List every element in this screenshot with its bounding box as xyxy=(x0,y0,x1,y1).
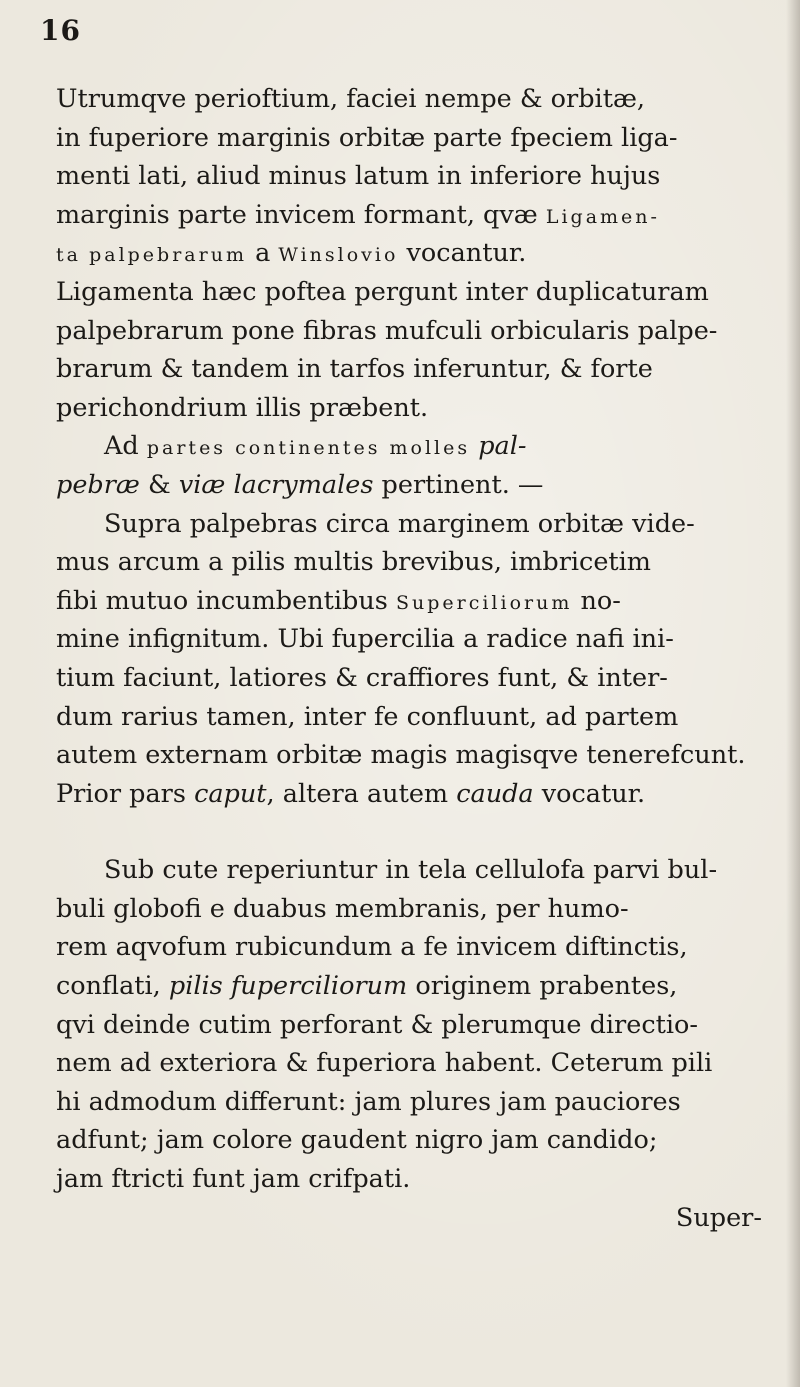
text-line: autem externam orbitæ magis magisqve tenerefcunt. xyxy=(56,740,746,771)
text-line: Supra palpebras circa marginem orbitæ vide- xyxy=(104,508,695,539)
text-line: dum rarius tamen, inter fe confluunt, ad partem xyxy=(56,701,679,732)
text-line: brarum & tandem in tarfos inferuntur, & forte xyxy=(56,354,653,385)
body-text xyxy=(56,80,766,1237)
text-line: hi admodum differunt: jam plures jam pauciores xyxy=(56,1086,681,1117)
text-line: nem ad exteriora & fuperiora habent. Ceterum pili xyxy=(56,1048,713,1079)
text-line: ta palpebrarum a Winslovio vocantur. xyxy=(56,238,527,269)
text-line: jam ftricti funt jam crifpati. xyxy=(56,1164,411,1195)
text-line: mus arcum a pilis multis brevibus, imbricetim xyxy=(56,547,651,578)
text-line: pebræ & viæ lacrymales pertinent. — xyxy=(56,469,544,500)
term-cauda: cauda xyxy=(456,778,534,809)
text-line: palpebrarum pone fibras mufculi orbicularis palpe- xyxy=(56,315,718,346)
term-ligamenta: Ligamen- xyxy=(545,205,660,228)
text-line: qvi deinde cutim perforant & plerumque directio- xyxy=(56,1009,698,1040)
name-winslovio: Winslovio xyxy=(278,244,399,267)
text-line: Utrumqve perioftium, faciei nempe & orbitæ, xyxy=(56,84,646,114)
term-ta: ta xyxy=(56,244,81,267)
text-line: perichondrium illis præbent. xyxy=(56,392,429,423)
text-line: adfunt; jam colore gaudent nigro jam candido; xyxy=(56,1125,658,1156)
text-line: fibi mutuo incumbentibus Superciliorum no- xyxy=(56,585,621,616)
text-line: Prior pars caput, altera autem cauda vocatur. xyxy=(56,778,646,809)
text-line: in fuperiore marginis orbitæ parte fpeciem liga- xyxy=(56,122,678,153)
text-line: Sub cute reperiuntur in tela cellulofa parvi bul- xyxy=(104,855,718,886)
page-edge-shadow xyxy=(786,0,800,1387)
text-line: Ligamenta hæc poftea pergunt inter duplicaturam xyxy=(56,276,709,307)
term-caput: caput xyxy=(194,778,267,809)
text-line: Ad partes continentes molles pal- xyxy=(104,431,527,462)
text-line: mine infignitum. Ubi fupercilia a radice nafi ini- xyxy=(56,624,674,655)
term-pilis-superciliorum: pilis fuperciliorum xyxy=(168,971,408,1002)
term-palpebrarum: palpebrarum xyxy=(89,244,247,267)
text-line: conflati, pilis fuperciliorum originem prabentes, xyxy=(56,971,678,1002)
text-line: menti lati, aliud minus latum in inferiore hujus xyxy=(56,161,661,192)
term-partes-continentes: partes continentes molles xyxy=(146,437,471,460)
text-line: marginis parte invicem formant, qvæ Ligamen- xyxy=(56,199,660,230)
text-line: tium faciunt, latiores & craffiores funt, & inter- xyxy=(56,662,668,693)
term-viae-lacrymales: viæ lacrymales xyxy=(178,469,374,500)
catchword: Super- xyxy=(675,1202,762,1233)
paragraph-gap xyxy=(56,813,766,851)
text-line: buli globofi e duabus membranis, per humo- xyxy=(56,893,629,924)
page-number: 16 xyxy=(40,14,81,47)
term-superciliorum: Superciliorum xyxy=(395,591,573,614)
text-line: rem aqvofum rubicundum a fe invicem diftinctis, xyxy=(56,932,688,963)
